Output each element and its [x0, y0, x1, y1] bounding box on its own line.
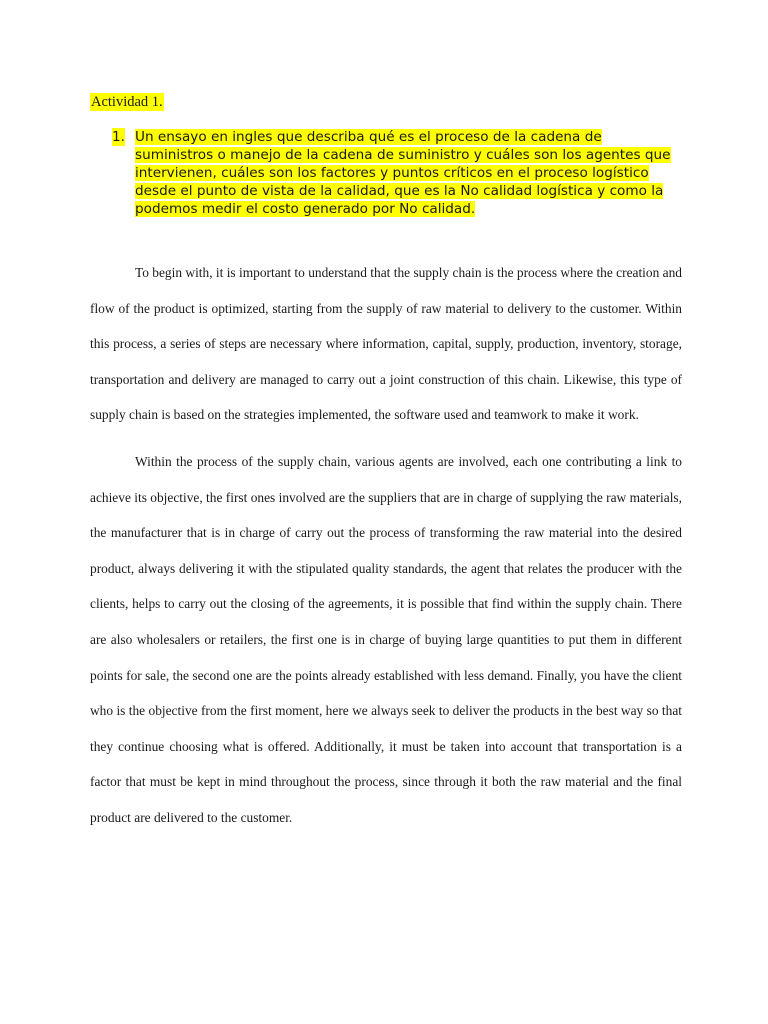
essay-body — [90, 255, 682, 836]
essay-paragraph-1: To begin with, it is important to understand that the supply chain is the process where the creation and flow of the product is optimized, starting from the supply of raw material to delivery to the customer. Within this process, a series of steps are necessary where information, capital, supply, production, inventory, storage, transportation and delivery are managed to carry out a joint construction of this chain. Likewise, this type of supply chain is based on the strategies implemented, the software used and teamwork to make it work. — [90, 265, 682, 423]
activity-heading: Actividad 1. — [91, 94, 163, 110]
task-list-item — [112, 128, 672, 218]
task-number: 1. — [112, 129, 125, 145]
task-text-block — [135, 128, 672, 218]
essay-paragraph-2: Within the process of the supply chain, various agents are involved, each one contributing a link to achieve its objective, the first ones involved are the suppliers that are in charge of supplying the raw materials, the manufacturer that is in charge of carry out the process of transforming the raw material into the desired product, always delivering it with the stipulated quality standards, the agent that relates the producer with the clients, helps to carry out the closing of the agreements, it is possible that find within the supply chain. There are also wholesalers or retailers, the first one is in charge of buying large quantities to put them in different points for sale, the second one are the points already established with less demand. Finally, you have the client who is the objective from the first moment, here we always seek to deliver the products in the best way so that they continue choosing what is offered. Additionally, it must be taken into account that transportation is a factor that must be kept in mind throughout the process, since through it both the raw material and the final product are delivered to the customer. — [90, 453, 682, 825]
task-description: Un ensayo en ingles que describa qué es el proceso de la cadena de suministros o manejo de la cadena de suministro y cuáles son los agentes que intervienen, cuáles son los factores y puntos críticos en el proceso logístico desde el punto de vista de la calidad, que es la No calidad logística y como la podemos medir el costo generado por No calidad. — [135, 129, 671, 217]
